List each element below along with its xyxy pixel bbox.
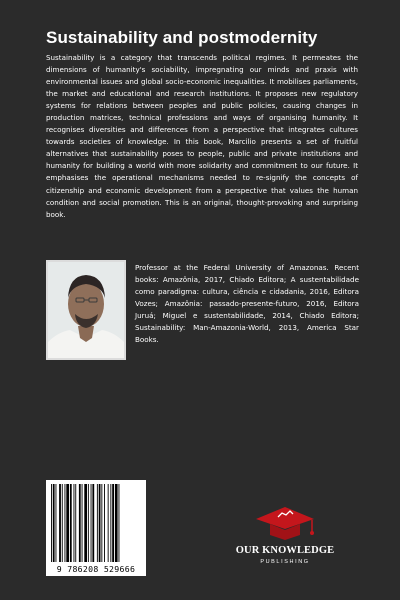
publisher-logo	[228, 505, 342, 575]
barcode-bar	[108, 484, 109, 562]
barcode-bars	[46, 480, 146, 564]
barcode-bar	[119, 484, 120, 562]
barcode-bar	[97, 484, 98, 562]
barcode-bar	[112, 484, 114, 562]
barcode-bar	[115, 484, 118, 562]
barcode-bar	[53, 484, 55, 562]
barcode-bar	[101, 484, 102, 562]
barcode-bar	[91, 484, 92, 562]
publisher-name: OUR KNOWLEDGE	[235, 545, 335, 556]
book-title: Sustainability and postmodernity	[46, 28, 318, 47]
barcode-bar	[79, 484, 81, 562]
isbn-barcode	[46, 480, 146, 576]
publisher-subtitle: PUBLISHING	[260, 559, 310, 565]
graduation-cap-icon	[228, 505, 342, 545]
author-portrait-image	[48, 262, 124, 358]
barcode-bar	[70, 484, 72, 562]
barcode-bar	[110, 484, 111, 562]
isbn-digits: 9 786208 529666	[56, 564, 136, 574]
barcode-bar	[59, 484, 61, 562]
barcode-bar	[62, 484, 63, 562]
author-bio: Professor at the Federal University of Amazonas. Recent books: Amazônia, 2017, Chiado Editora; A sustentabilidade como paradigma: cultura, ciência e cidadania, 2016, Editora Vozes; Amazônia: passado-presente-futuro, 2016, Editora Juruá; Miguel e sustentabilidade, 2014, Chiado Editora; Sustainability: Man-Amazonia-World, 2013, America Star Books.	[135, 263, 359, 345]
barcode-bar	[65, 484, 66, 562]
barcode-bar	[82, 484, 83, 562]
author-photo	[46, 260, 126, 360]
barcode-bar	[104, 484, 105, 562]
barcode-bar	[74, 484, 75, 562]
barcode-bar	[88, 484, 89, 562]
barcode-bar	[56, 484, 57, 562]
barcode-bar	[84, 484, 87, 562]
barcode-bar	[51, 484, 52, 562]
barcode-bar	[66, 484, 69, 562]
book-description: Sustainability is a category that transcends political regimes. It permeates the dimensions of humanity's sociability, impregnating our minds and praxis with environmental issues and global socio-economic inequalities. It mobilises parliaments, the market and educational and research institutions. It proposes new regulatory systems for relations between peoples and public policies, causing changes in production matrices, technical professions and ways of organising humanity. It recognises diversities and differences from a perspective that integrates cultures towards societies of knowledge. In this book, Marcilio presents a set of fruitful alternatives that sustainability poses to people, public and private institutions and humanity for building a world with more solidarity and commitment to our future. It emphasises the operational mechanisms needed to re-signify the concepts of citizenship and economic development from a perspective that values the human condition and social promotion. This is an original, thought-provoking and surprising book.	[46, 53, 358, 219]
barcode-bar	[92, 484, 94, 562]
barcode-bar	[99, 484, 101, 562]
barcode-bar	[75, 484, 76, 562]
